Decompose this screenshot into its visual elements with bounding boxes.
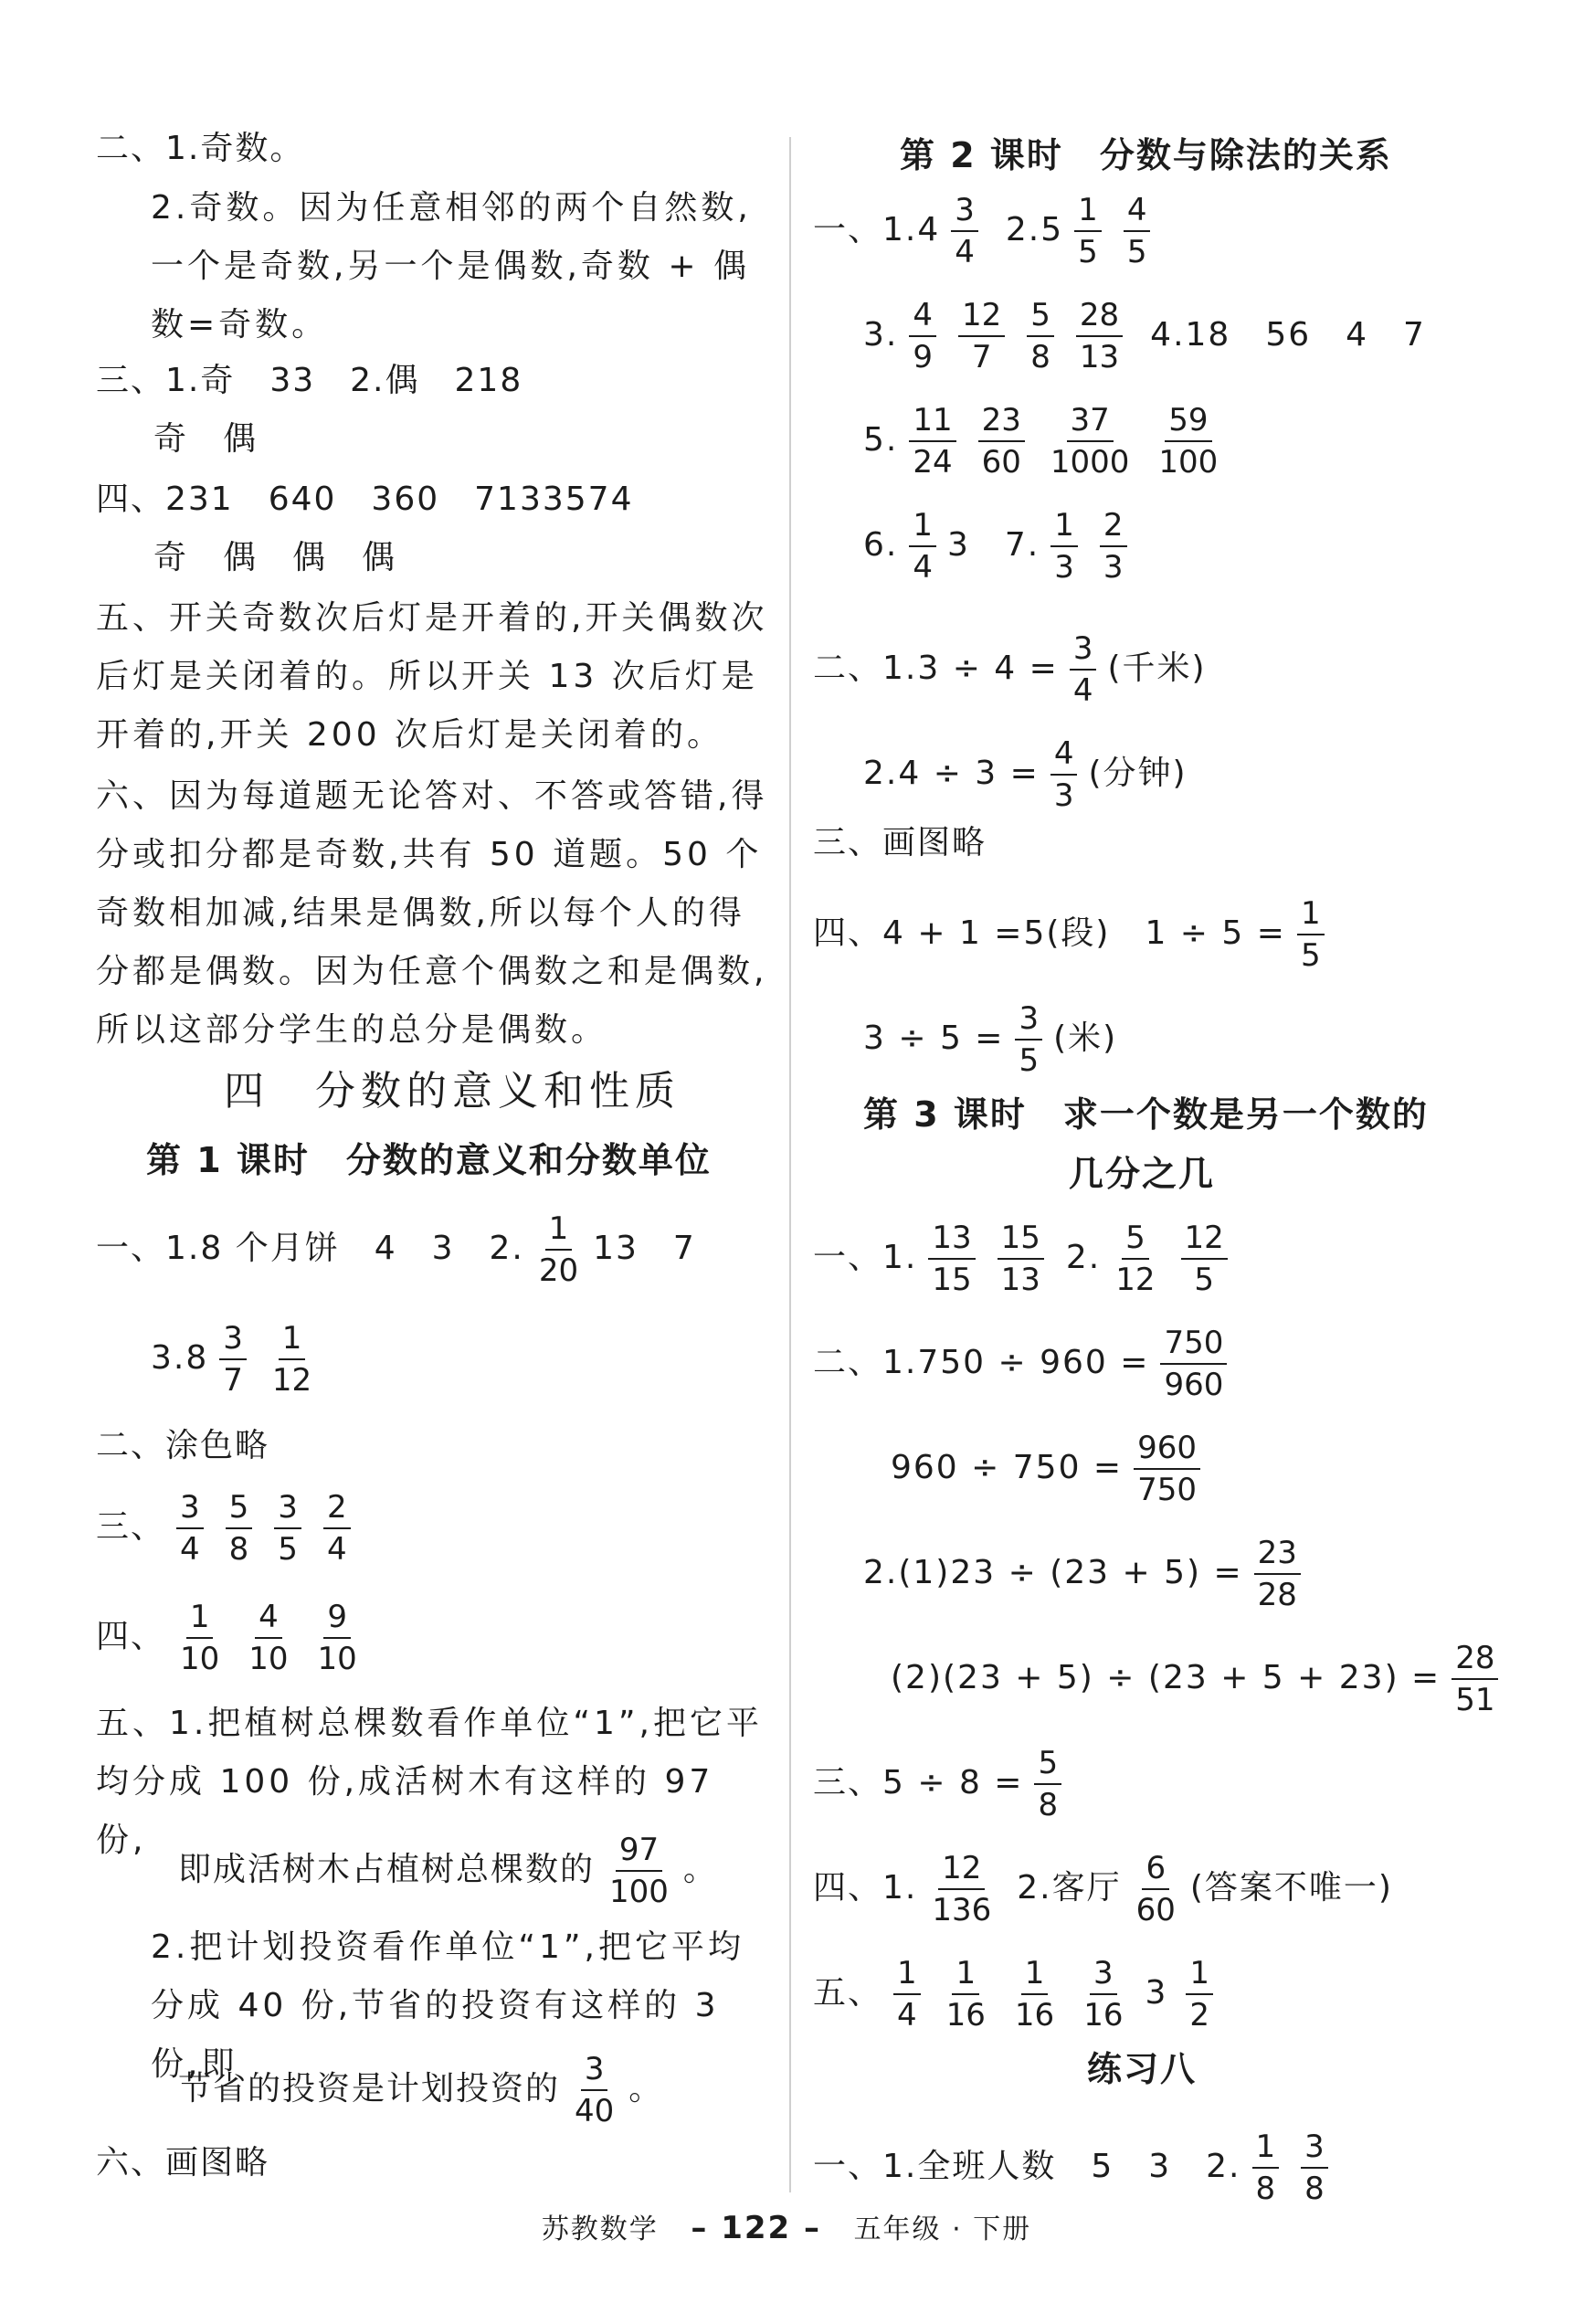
fraction: $\frac{1}{2}$: [1186, 1955, 1213, 2034]
answer-line: 二、1.750 ÷ 960 = $\frac{750}{960}$: [813, 1325, 1238, 1403]
page-footer: [0, 2206, 1573, 2246]
fraction: $\frac{28}{51}$: [1452, 1640, 1498, 1718]
page-number: – 122 –: [691, 2210, 822, 2246]
answer-paragraph: 2.奇数。因为任意相邻的两个自然数,一个是奇数,另一个是偶数,奇数 + 偶数=奇数。: [151, 189, 752, 343]
fraction: $\frac{5}{8}$: [1027, 297, 1054, 375]
answer-line: 五、 $\frac{1}{4}$ $\frac{1}{16}$ $\frac{1}{16}$ $\frac{3}{16}$ 3 $\frac{1}{2}$: [813, 1955, 1224, 2034]
answer-paragraph: 五、1.把植树总棵数看作单位“1”,把它平均分成 100 份,成活树木有这样的 97 份,: [96, 1705, 763, 1859]
fraction: $\frac{28}{13}$: [1076, 297, 1123, 375]
fraction: $\frac{5}{8}$: [226, 1489, 253, 1568]
fraction: $\frac{4}{5}$: [1124, 192, 1151, 270]
grade-label: 五年级 · 下册: [853, 2213, 1032, 2245]
answer-line: 即成活树木占植树总棵数的 $\frac{97}{100}$ 。: [178, 1832, 718, 1910]
fraction: $\frac{12}{5}$: [1181, 1220, 1228, 1298]
answer-line: 奇 偶: [153, 420, 259, 458]
fraction: $\frac{2}{4}$: [323, 1489, 351, 1568]
fraction: $\frac{5}{12}$: [1115, 1220, 1156, 1298]
answer-line: 奇 偶 偶 偶: [153, 539, 397, 576]
fraction: $\frac{4}{10}$: [248, 1599, 289, 1677]
fraction: $\frac{3}{4}$: [951, 192, 978, 270]
fraction: $\frac{1}{4}$: [909, 507, 936, 586]
answer-line: 5. $\frac{11}{24}$ $\frac{23}{60}$ $\frac{37}{1000}$ $\frac{59}{100}$: [863, 402, 1232, 481]
fraction: $\frac{1}{5}$: [1297, 895, 1325, 974]
answer-line: 3 ÷ 5 = $\frac{3}{5}$ (米): [863, 1000, 1118, 1079]
fraction: $\frac{1}{8}$: [1252, 2129, 1280, 2207]
lesson-title: 第 2 课时 分数与除法的关系: [900, 135, 1392, 175]
fraction: $\frac{1}{16}$: [945, 1955, 986, 2034]
answer-line: 3.8 $\frac{3}{7}$ $\frac{1}{12}$: [151, 1320, 326, 1399]
answer-line: 二、涂色略: [96, 1427, 270, 1464]
lesson-title: 几分之几: [1069, 1154, 1216, 1194]
answer-line: 2.4 ÷ 3 = $\frac{4}{3}$ (分钟): [863, 735, 1188, 814]
fraction: $\frac{37}{1000}$: [1050, 402, 1130, 481]
fraction: $\frac{2}{3}$: [1100, 507, 1127, 586]
fraction: $\frac{960}{750}$: [1134, 1430, 1200, 1508]
fraction: $\frac{5}{8}$: [1034, 1745, 1061, 1823]
fraction: $\frac{3}{40}$: [575, 2051, 615, 2129]
fraction: $\frac{11}{24}$: [909, 402, 955, 481]
answer-paragraph: 六、因为每道题无论答对、不答或答错,得分或扣分都是奇数,共有 50 道题。50 个奇数相加减,结果是偶数,所以每个人的得分都是偶数。因为任意个偶数之和是偶数,所以这部分学生的总分是偶数。: [96, 777, 768, 1049]
fraction: $\frac{3}{7}$: [219, 1320, 247, 1399]
fraction: $\frac{23}{28}$: [1254, 1535, 1301, 1613]
fraction: $\frac{3}{5}$: [274, 1489, 301, 1568]
fraction: $\frac{1}{16}$: [1014, 1955, 1055, 2034]
fraction: $\frac{1}{20}$: [538, 1210, 579, 1289]
fraction: $\frac{4}{9}$: [909, 297, 936, 375]
answer-line: 一、1.4 $\frac{3}{4}$ 2.5 $\frac{1}{5}$ $\frac{4}{5}$: [813, 192, 1161, 270]
answer-line: 四、231 640 360 7133574: [96, 481, 634, 518]
answer-line: 6. $\frac{1}{4}$ 3 7. $\frac{1}{3}$ $\frac{2}{3}$: [863, 507, 1138, 586]
lesson-title: 第 1 课时 分数的意义和分数单位: [146, 1140, 712, 1180]
answer-line: 2.(1)23 ÷ (23 + 5) = $\frac{23}{28}$: [863, 1535, 1312, 1613]
chapter-title: 四 分数的意义和性质: [224, 1068, 681, 1114]
fraction: $\frac{12}{136}$: [932, 1850, 992, 1928]
fraction: $\frac{3}{8}$: [1301, 2129, 1328, 2207]
answer-line: 四、4 + 1 =5(段) 1 ÷ 5 = $\frac{1}{5}$: [813, 895, 1335, 974]
exercise-title: 练习八: [1087, 2049, 1198, 2089]
fraction: $\frac{97}{100}$: [609, 1832, 669, 1910]
fraction: $\frac{9}{10}$: [317, 1599, 357, 1677]
answer-line: 三、1.奇 33 2.偶 218: [96, 362, 523, 399]
fraction: $\frac{59}{100}$: [1158, 402, 1219, 481]
fraction: $\frac{1}{10}$: [180, 1599, 220, 1677]
answer-line: 960 ÷ 750 = $\frac{960}{750}$: [891, 1430, 1211, 1508]
fraction: $\frac{3}{4}$: [1070, 630, 1097, 709]
answer-line: 节省的投资是计划投资的 $\frac{3}{40}$ 。: [178, 2051, 664, 2129]
answer-line: 一、1.8 个月饼 4 3 2. $\frac{1}{20}$ 13 7: [96, 1210, 696, 1289]
fraction: $\frac{1}{3}$: [1050, 507, 1078, 586]
column-divider: [789, 137, 791, 2192]
fraction: $\frac{1}{5}$: [1074, 192, 1102, 270]
answer-line: 一、1. $\frac{13}{15}$ $\frac{15}{13}$ 2. $\frac{5}{12}$ $\frac{12}{5}$: [813, 1220, 1239, 1298]
answer-line: 四、 $\frac{1}{10}$ $\frac{4}{10}$ $\frac{9}{10}$: [96, 1599, 372, 1677]
fraction: $\frac{6}{60}$: [1135, 1850, 1176, 1928]
fraction: $\frac{1}{12}$: [271, 1320, 312, 1399]
answer-line: 四、1. $\frac{12}{136}$ 2.客厅 $\frac{6}{60}$ (答案不唯一): [813, 1850, 1393, 1928]
fraction: $\frac{13}{15}$: [928, 1220, 975, 1298]
answer-line: 3. $\frac{4}{9}$ $\frac{12}{7}$ $\frac{5}{8}$ $\frac{28}{13}$ 4.18 56 4 7: [863, 297, 1426, 375]
answer-line: 二、1.3 ÷ 4 = $\frac{3}{4}$ (千米): [813, 630, 1207, 709]
fraction: $\frac{3}{4}$: [176, 1489, 204, 1568]
fraction: $\frac{3}{5}$: [1015, 1000, 1042, 1079]
fraction: $\frac{15}{13}$: [998, 1220, 1044, 1298]
fraction: $\frac{750}{960}$: [1160, 1325, 1227, 1403]
fraction: $\frac{23}{60}$: [978, 402, 1025, 481]
fraction: $\frac{3}{16}$: [1083, 1955, 1124, 2034]
fraction: $\frac{4}{3}$: [1050, 735, 1078, 814]
fraction: $\frac{12}{7}$: [958, 297, 1005, 375]
answer-line: 二、1.奇数。: [96, 130, 305, 167]
answer-line: 六、画图略: [96, 2144, 270, 2181]
answer-line: 一、1.全班人数 5 3 2. $\frac{1}{8}$ $\frac{3}{8}$: [813, 2129, 1339, 2207]
book-title: 苏教数学: [541, 2213, 659, 2245]
answer-line: 三、 $\frac{3}{4}$ $\frac{5}{8}$ $\frac{3}{5}$ $\frac{2}{4}$: [96, 1489, 362, 1568]
answer-paragraph: 2.把计划投资看作单位“1”,把它平均分成 40 份,节省的投资有这样的 3 份,即: [151, 1928, 744, 2083]
answer-line: 三、5 ÷ 8 = $\frac{5}{8}$: [813, 1745, 1072, 1823]
fraction: $\frac{1}{4}$: [893, 1955, 921, 2034]
answer-paragraph: 五、开关奇数次后灯是开着的,开关偶数次后灯是关闭着的。所以开关 13 次后灯是开着的,开关 200 次后灯是关闭着的。: [96, 599, 768, 754]
answer-line: 三、画图略: [813, 824, 987, 861]
answer-line: (2)(23 + 5) ÷ (23 + 5 + 23) = $\frac{28}{51}$: [891, 1640, 1509, 1718]
lesson-title: 第 3 课时 求一个数是另一个数的: [863, 1094, 1429, 1135]
